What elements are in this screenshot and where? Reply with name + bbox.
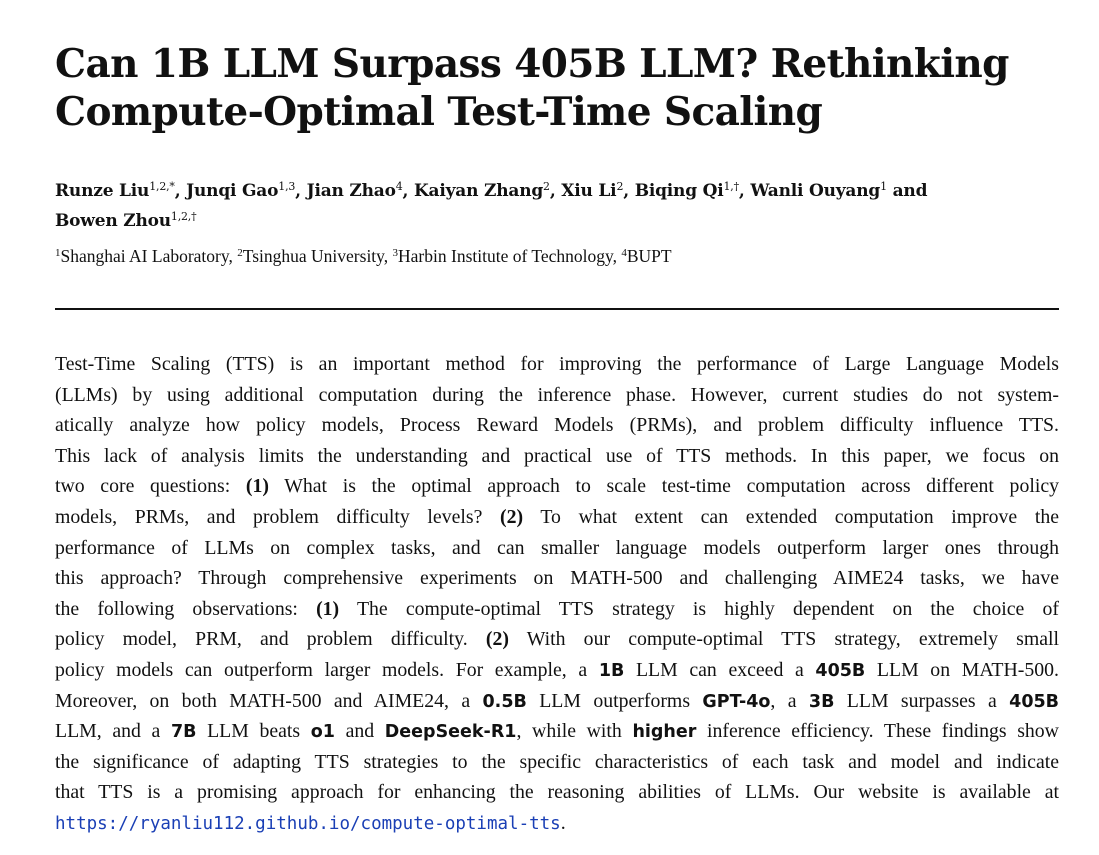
author-name: Biqing Qi (634, 181, 724, 201)
model-name-bold: o1 (310, 722, 335, 743)
affiliation-name: Tsinghua University, (242, 246, 393, 266)
affiliation-name: Shanghai AI Laboratory, (60, 246, 238, 266)
abstract-text: two core questions: (55, 475, 246, 498)
author-affiliation-marker: 1,2,* (149, 180, 175, 193)
author-name: Bowen Zhou (55, 211, 171, 231)
paper-title (55, 40, 1065, 136)
abstract-line (55, 624, 1059, 655)
author-affiliation-marker: 2 (616, 180, 624, 193)
author-separator: and (886, 181, 928, 201)
abstract-text: and (334, 720, 385, 743)
affiliation-name: BUPT (626, 246, 672, 266)
abstract-line (55, 716, 1059, 747)
author-separator: , (295, 181, 307, 201)
abstract-line (55, 594, 1059, 625)
abstract-line: that TTS is a promising approach for enhancing the reasoning abilities of LLMs. Our website is available at (55, 781, 1059, 804)
author-separator: , (549, 181, 562, 201)
abstract-text: LLM outperforms (526, 689, 703, 712)
author-name: Wanli Ouyang (750, 181, 881, 201)
abstract-text: . (560, 811, 566, 834)
emphasis-bold: higher (632, 722, 697, 743)
abstract-text: LLM, and a (55, 720, 171, 743)
affiliation-name: Harbin Institute of Technology, (398, 246, 622, 266)
author-affiliation-marker: 1 (880, 180, 887, 193)
abstract-text: With our compute-optimal TTS strategy, extremely small (508, 628, 1059, 651)
abstract-line: (LLMs) by using additional computation during the inference phase. However, current studies do not system- (55, 383, 1059, 406)
abstract-text: To what extent can extended computation improve the (523, 505, 1060, 528)
abstract-text: LLM beats (196, 720, 311, 743)
author-line-1 (55, 176, 1065, 206)
abstract-text: Moreover, on both MATH-500 and AIME24, a (55, 689, 483, 712)
abstract (55, 349, 1059, 839)
affiliation-marker: 2 (237, 247, 243, 259)
abstract-text: , while with (516, 720, 633, 743)
abstract-text: policy models can outperform larger models. For example, a (55, 658, 599, 681)
model-size-bold: 7B (170, 722, 197, 743)
author-list (55, 176, 1065, 236)
model-size-bold: 405B (815, 660, 866, 681)
author-affiliation-marker: 4 (395, 180, 403, 193)
author-line-2 (55, 206, 1065, 236)
website-link[interactable]: https://ryanliu112.github.io/compute-optimal-tts (55, 813, 561, 834)
abstract-text: the following observations: (55, 597, 317, 620)
title-line-1: Can 1B LLM Surpass 405B LLM? Rethinking (55, 41, 1009, 87)
abstract-line: This lack of analysis limits the understanding and practical use of TTS methods. In this paper, we focus on (55, 444, 1059, 467)
abstract-line: the significance of adapting TTS strategies to the specific characteristics of each task and model and indicate (55, 750, 1059, 773)
abstract-line (55, 655, 1059, 686)
abstract-text: inference efficiency. These findings show (696, 720, 1059, 743)
author-affiliation-marker: 1,† (723, 180, 739, 193)
horizontal-rule (55, 308, 1059, 310)
abstract-line (55, 471, 1059, 502)
model-size-bold: 405B (1009, 691, 1060, 712)
author-affiliation-marker: 2 (543, 180, 550, 193)
author-name: Runze Liu (55, 181, 150, 201)
author-name: Jian Zhao (306, 181, 396, 201)
author-affiliation-marker: 1,2,† (170, 210, 197, 223)
author-separator: , (623, 181, 635, 201)
abstract-line (55, 502, 1059, 533)
author-name: Junqi Gao (186, 181, 279, 201)
abstract-line: performance of LLMs on complex tasks, and can smaller language models outperform larger ones through (55, 536, 1059, 559)
abstract-text: LLM on MATH-500. (865, 658, 1059, 681)
affiliation-marker: 1 (55, 247, 61, 259)
observation-marker: (1) (316, 597, 340, 620)
affiliation-marker: 3 (392, 247, 399, 259)
author-affiliation-marker: 1,3 (278, 180, 296, 193)
abstract-text: What is the optimal approach to scale test-time computation across different policy (268, 475, 1059, 498)
abstract-text: policy model, PRM, and problem difficulty. (55, 628, 486, 651)
abstract-line: Test-Time Scaling (TTS) is an important method for improving the performance of Large Language Models (55, 353, 1059, 375)
abstract-line (55, 808, 1059, 839)
abstract-text: LLM can exceed a (624, 658, 816, 681)
abstract-line (55, 686, 1059, 717)
author-name: Kaiyan Zhang (413, 181, 544, 201)
abstract-text: , a (770, 689, 809, 712)
model-size-bold: 0.5B (482, 691, 527, 712)
question-marker: (1) (245, 475, 269, 498)
author-name: Xiu Li (561, 181, 617, 201)
model-name-bold: DeepSeek-R1 (384, 722, 517, 743)
affiliation-marker: 4 (621, 247, 627, 259)
author-separator: , (174, 181, 187, 201)
abstract-text: The compute-optimal TTS strategy is highly dependent on the choice of (339, 597, 1059, 620)
affiliation-list (55, 245, 1065, 267)
author-separator: , (402, 181, 414, 201)
model-name-bold: GPT-4o (702, 691, 771, 712)
abstract-text: LLM surpasses a (834, 689, 1010, 712)
author-separator: , (738, 181, 751, 201)
abstract-text: models, PRMs, and problem difficulty levels? (55, 505, 500, 528)
abstract-line: atically analyze how policy models, Process Reward Models (PRMs), and problem difficulty influence TTS. (55, 414, 1059, 437)
model-size-bold: 1B (598, 660, 625, 681)
abstract-line: this approach? Through comprehensive experiments on MATH-500 and challenging AIME24 tasks, we have (55, 567, 1059, 590)
question-marker: (2) (500, 505, 524, 528)
model-size-bold: 3B (808, 691, 835, 712)
title-line-2: Compute-Optimal Test-Time Scaling (55, 89, 823, 135)
observation-marker: (2) (485, 628, 509, 651)
